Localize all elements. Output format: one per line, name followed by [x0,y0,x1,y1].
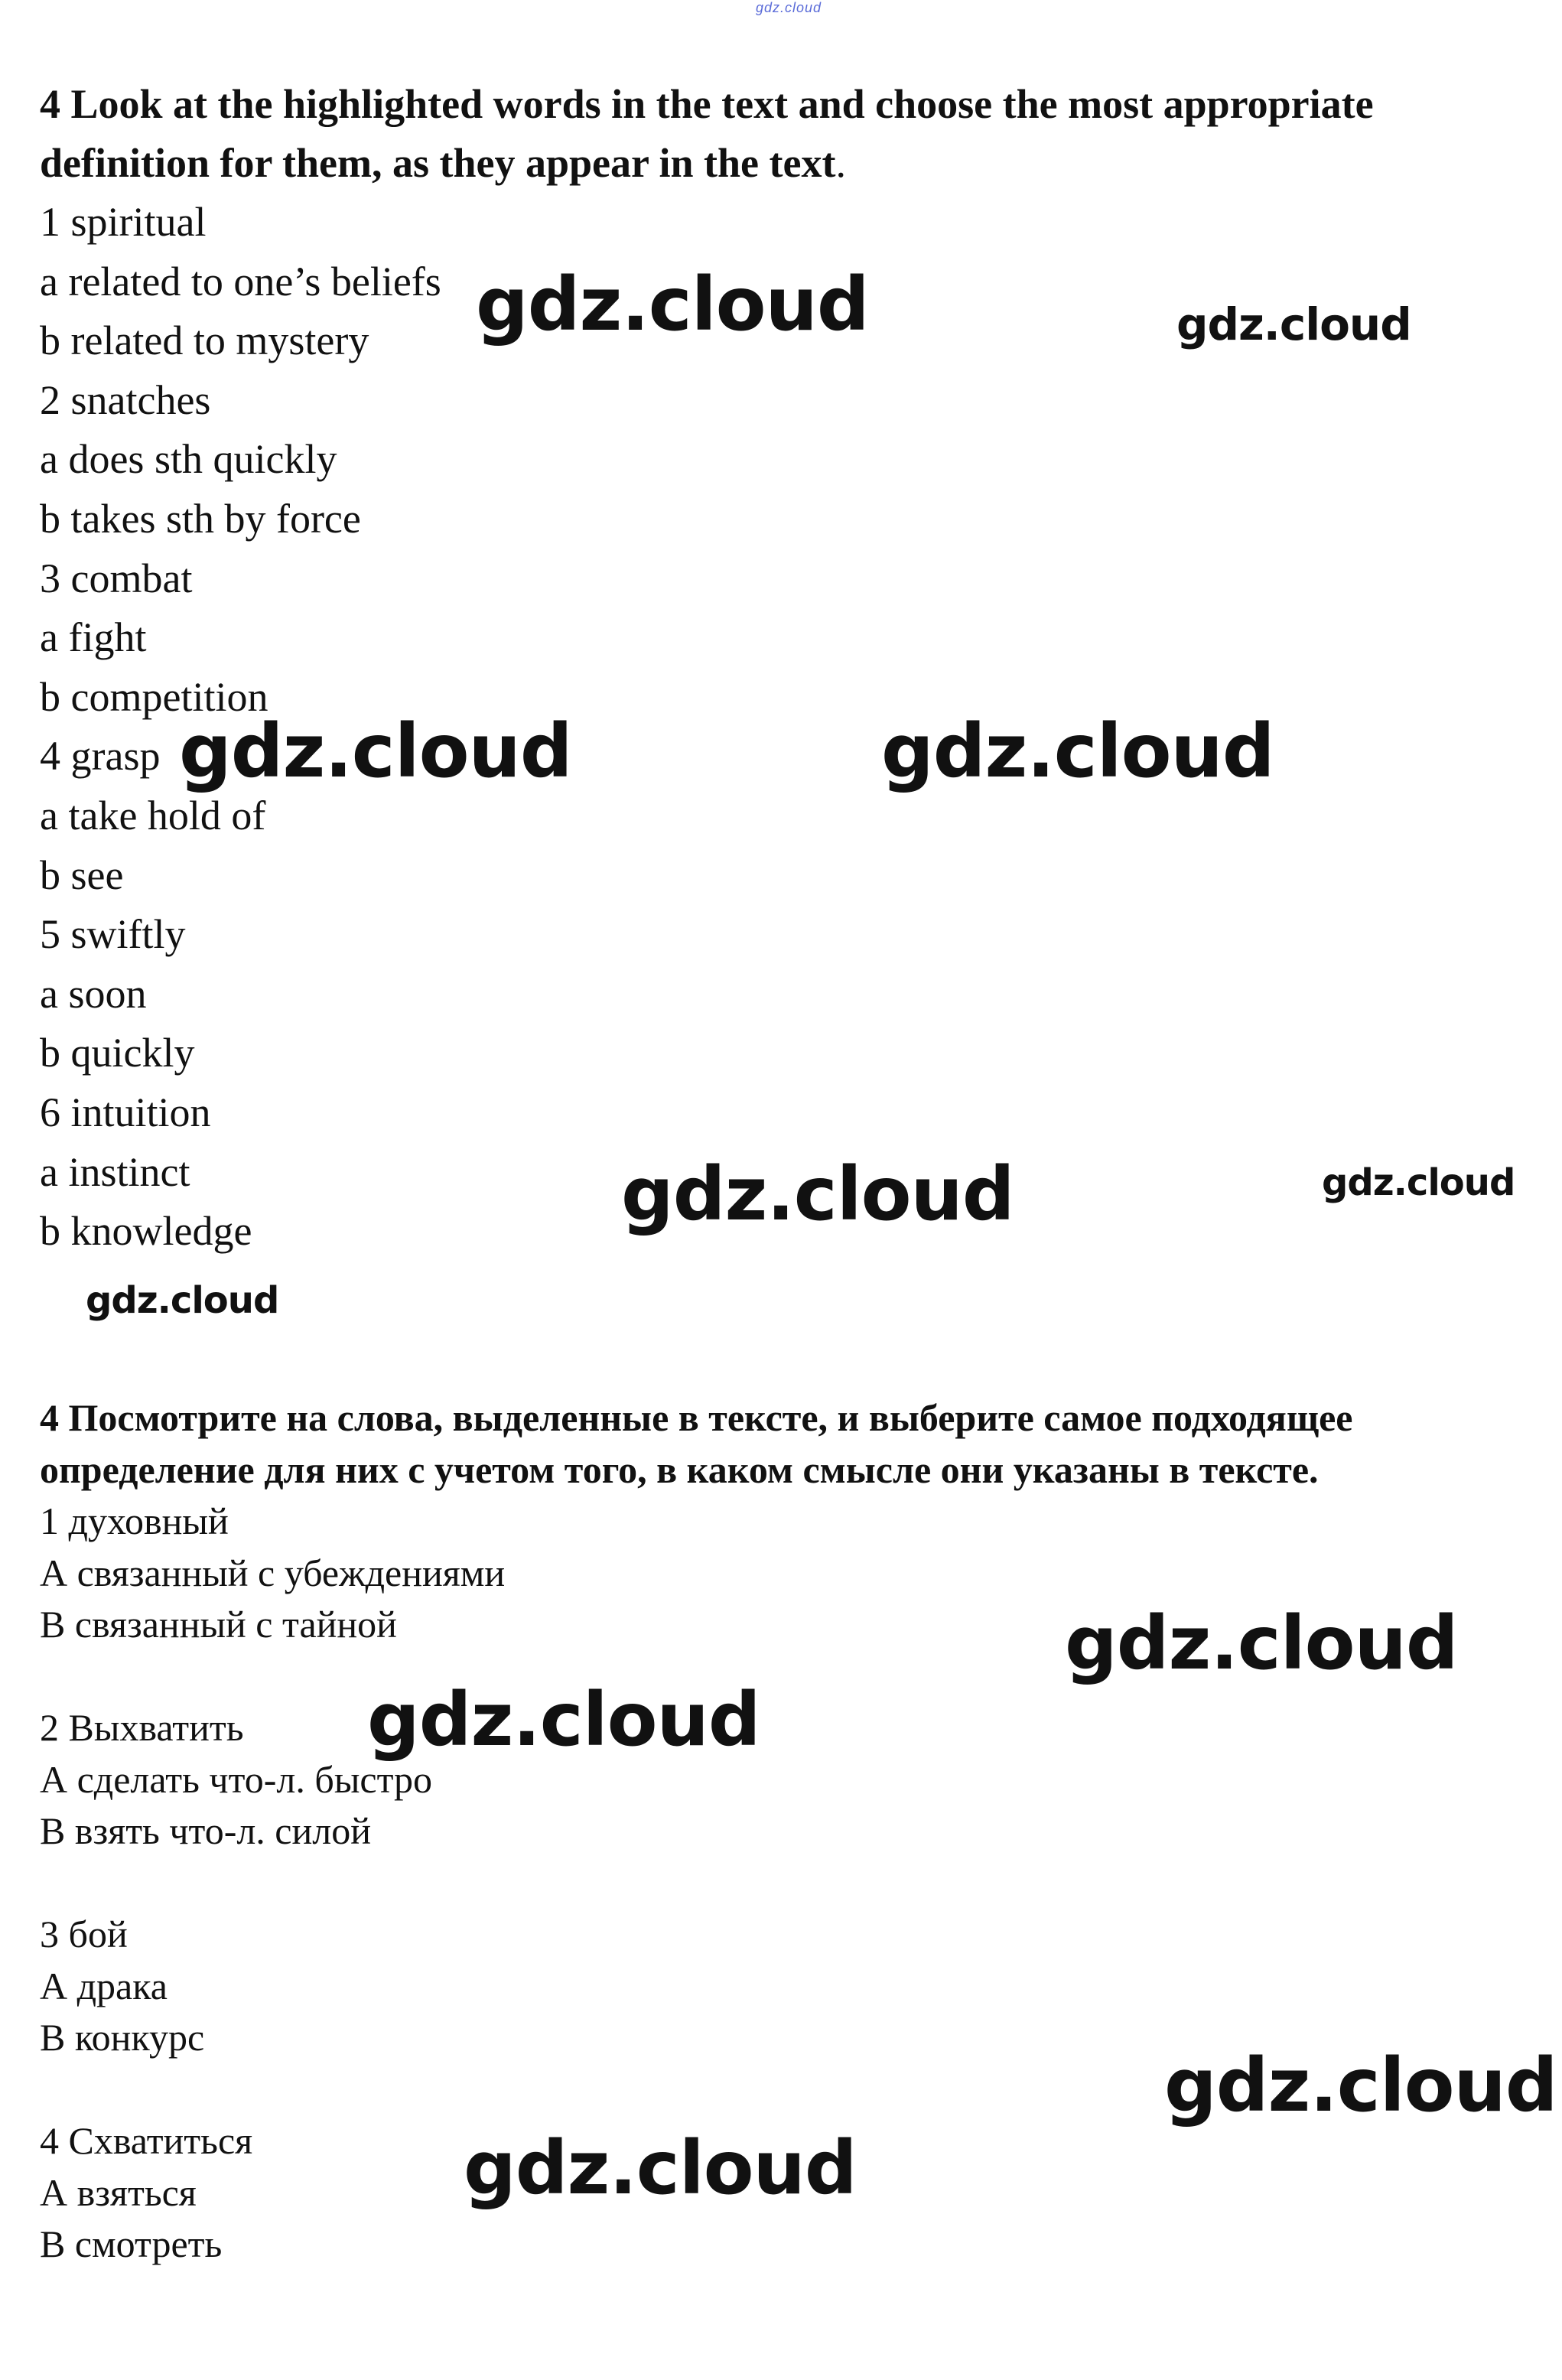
watermark: gdz.cloud [621,1151,1014,1237]
watermark: gdz.cloud [1176,298,1411,350]
list-item: a instinct [40,1148,190,1195]
list-item: 2 Выхватить [40,1706,244,1749]
list-item: 1 духовный [40,1499,229,1542]
russian-heading: 4 Посмотрите на слова, выделенные в тексте, и выберите самое подходящее определение для них с учетом того, в каком смысле они указаны в тексте. [40,1396,1353,1491]
list-item: 5 swiftly [40,911,186,958]
list-item: 4 grasp [40,733,161,780]
watermark: gdz.cloud [1164,2043,1557,2128]
watermark: gdz.cloud [1065,1600,1458,1686]
list-item: А сделать что-л. быстро [40,1757,433,1801]
list-item: a soon [40,970,147,1017]
watermark: gdz.cloud [179,708,572,794]
list-item: b related to mystery [40,317,369,364]
watermark: gdz.cloud [464,2125,857,2211]
list-item: 3 бой [40,1913,128,1955]
list-item: b takes sth by force [40,495,361,542]
english-heading-text: 4 Look at the highlighted words in the text and choose the most appropriate definition for them, as they appear in the text [40,81,1374,186]
list-item: 3 combat [40,555,193,601]
list-item: В конкурс [40,2016,205,2059]
russian-group-2 [40,1702,1524,1857]
watermark: gdz.cloud [881,708,1274,794]
list-item: a does sth quickly [40,436,337,483]
list-item: 6 intuition [40,1089,211,1135]
english-heading-period: . [835,140,846,186]
list-item: В взять что-л. силой [40,1809,371,1852]
list-item: b competition [40,673,268,720]
list-item: b knowledge [40,1208,252,1255]
list-item: a related to one’s beliefs [40,258,441,304]
watermark: gdz.cloud [476,262,869,347]
watermark: gdz.cloud [367,1677,760,1763]
list-item: 1 spiritual [40,199,207,245]
top-watermark: gdz.cloud [756,0,822,15]
list-item: a fight [40,614,147,661]
english-exercise [40,75,1524,1262]
list-item: b see [40,851,124,898]
watermark: gdz.cloud [1322,1161,1515,1204]
group-spacer [40,1857,1524,1910]
list-item: В связанный с тайной [40,1603,397,1646]
list-item: В смотреть [40,2222,223,2265]
watermark: gdz.cloud [86,1279,279,1322]
list-item: А взяться [40,2170,197,2214]
list-item: А драка [40,1964,168,2007]
list-item: 4 Схватиться [40,2119,253,2162]
russian-group-3 [40,1909,1524,2064]
list-item: 2 snatches [40,376,211,423]
english-heading [40,75,1524,193]
list-item: a take hold of [40,792,266,838]
list-item: А связанный с убеждениями [40,1551,506,1594]
list-item: b quickly [40,1030,195,1076]
